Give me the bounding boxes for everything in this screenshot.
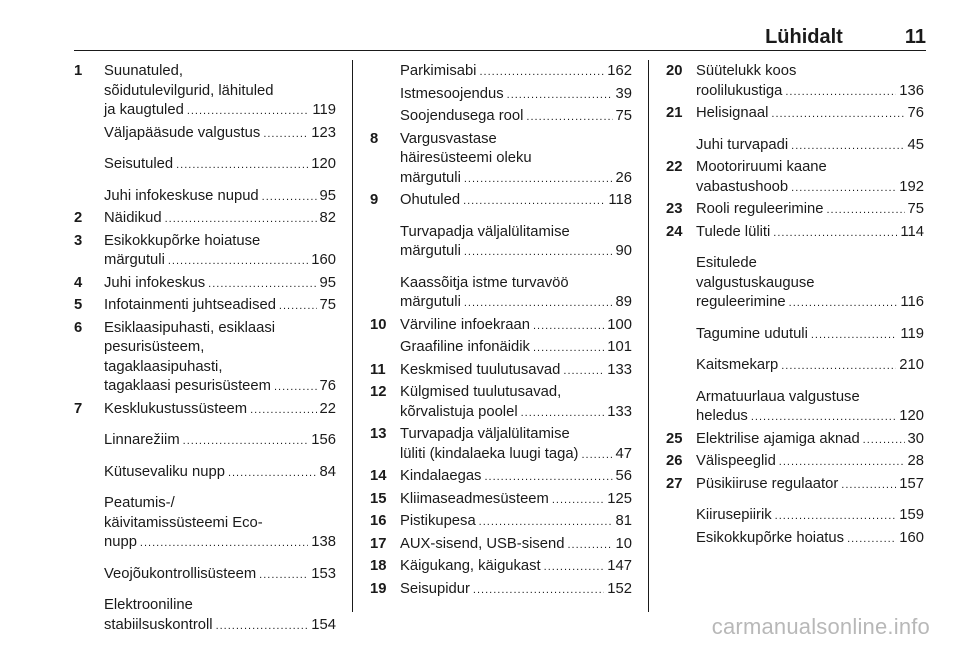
index-entry[interactable] [370,223,632,263]
index-entry[interactable] [370,535,632,556]
page-reference[interactable]: 100 [607,316,632,333]
dot-leader [751,408,896,428]
page-header [765,26,926,49]
entry-last-line [104,124,336,145]
item-number: 1 [74,63,83,79]
index-entry[interactable] [666,388,924,428]
index-entry[interactable] [666,136,924,157]
dot-leader [250,401,316,421]
index-entry[interactable] [74,319,336,398]
entry-text: Seisutuled [104,156,174,172]
entry-text: Ohutuled [400,192,461,208]
page-reference[interactable]: 22 [319,400,336,417]
entry-text: Turvapadja väljalülitamise [400,223,570,240]
entry-last-line [400,512,632,533]
dot-leader [140,534,308,554]
page-reference[interactable]: 136 [899,82,924,99]
entry-text: Kaitsmekarp [696,357,779,373]
entry-text: Graafiline infonäidik [400,339,530,355]
page-reference[interactable]: 84 [319,463,336,480]
index-entry[interactable] [370,130,632,190]
page-reference[interactable]: 95 [319,187,336,204]
entry-text: Esikokkupõrke hoiatus [696,529,845,546]
entry-text: Suunatuled, [104,63,183,79]
entry-text: tagaklaasipuhasti, [104,358,223,375]
page-reference[interactable]: 119 [900,325,924,342]
index-entry[interactable] [74,62,336,122]
index-entry[interactable] [74,400,336,421]
entry-last-line [696,452,924,473]
entry-text: Elektrooniline [104,597,193,613]
page-reference[interactable]: 156 [311,432,336,448]
column-divider [352,60,353,612]
dot-leader [274,378,317,398]
page-reference[interactable]: 120 [311,156,336,172]
page-reference[interactable]: 45 [907,136,924,153]
dot-leader [507,86,613,106]
entry-text: Linnarežiim [104,432,180,448]
page-reference[interactable]: 138 [311,534,336,550]
entry-text: reguleerimine [696,294,786,310]
entry-last-line [400,490,632,511]
item-number: 22 [666,159,683,175]
entry-text: Käigukang, käigukast [400,558,541,574]
item-number: 20 [666,63,683,79]
page-reference[interactable]: 152 [607,580,632,597]
dot-leader [775,507,897,527]
page-reference[interactable]: 157 [899,475,924,492]
entry-text: Tulede lüliti [696,223,771,240]
entry-last-line [104,274,336,295]
dot-leader [464,170,613,190]
dot-leader [464,243,613,263]
entry-last-line [104,533,336,554]
entry-text: Pistikupesa [400,513,476,529]
page-reference[interactable]: 162 [607,63,632,79]
entry-text: Kesklukustussüsteem [104,400,248,417]
entry-text: vabastushoob [696,178,789,195]
entry-last-line [696,293,924,314]
dot-leader [563,362,604,382]
entry-last-line [104,377,336,398]
entry-text: Veojõukontrollisüsteem [104,565,257,582]
entry-text: Kiirusepiirik [696,507,772,523]
entry-last-line [104,400,336,421]
page-reference[interactable]: 75 [319,297,336,313]
page-reference[interactable]: 89 [615,294,632,310]
item-number: 11 [370,361,386,378]
entry-text: häiresüsteemi oleku [400,150,532,166]
page-reference[interactable]: 114 [900,223,924,240]
page-reference[interactable]: 95 [319,274,336,291]
entry-last-line [696,200,924,221]
entry-text: Soojendusega rool [400,108,524,124]
page-reference[interactable]: 81 [615,513,632,529]
entry-text: Tagumine udutuli [696,325,808,342]
dot-leader [263,125,308,145]
index-entry[interactable] [74,209,336,230]
entry-last-line [104,251,336,272]
index-entry[interactable] [370,62,632,83]
entry-text: nupp [104,534,137,550]
entry-text: ja kaugtuled [104,102,184,118]
entry-text: Armatuurlaua valgustuse [696,388,860,405]
index-entry[interactable] [666,104,924,125]
entry-text: Värviline infoekraan [400,316,530,333]
page-reference[interactable]: 101 [607,339,632,355]
index-entry[interactable] [370,191,632,212]
entry-last-line [400,403,632,424]
entry-text: Kindalaegas [400,468,482,484]
entry-last-line [696,407,924,428]
entry-last-line [104,565,336,586]
index-entry[interactable] [666,506,924,527]
entry-text: märgutuli [400,243,461,259]
dot-leader [863,431,905,451]
index-entry[interactable] [74,494,336,554]
dot-leader [176,156,308,176]
dot-leader [841,476,896,496]
entry-last-line [104,431,336,452]
index-entry[interactable] [666,200,924,221]
page-reference[interactable]: 210 [899,357,924,373]
dot-leader [168,252,308,272]
index-entry[interactable] [74,565,336,586]
entry-text: Rooli reguleerimine [696,201,824,217]
entry-last-line [400,338,632,359]
item-number: 6 [74,319,83,336]
item-number: 27 [666,475,683,492]
entry-text: Näidikud [104,210,162,226]
entry-text: Esikokkupõrke hoiatuse [104,232,261,249]
entry-last-line [696,136,924,157]
entry-text: Turvapadja väljalülitamise [400,426,570,442]
page-reference[interactable]: 133 [607,361,632,378]
item-number: 7 [74,400,83,417]
column-divider [648,60,649,612]
dot-leader [789,294,898,314]
entry-text: Süütelukk koos [696,63,797,79]
dot-leader [479,63,604,83]
entry-last-line [696,475,924,496]
item-number: 18 [370,558,387,574]
index-entry[interactable] [74,232,336,272]
item-number: 9 [370,192,379,208]
page-reference[interactable]: 118 [608,192,632,208]
page-reference[interactable]: 75 [907,201,924,217]
dot-leader [544,558,605,578]
dot-leader [187,102,310,122]
entry-text: Istmesoojendus [400,85,504,102]
index-entry[interactable] [74,124,336,145]
index-entry[interactable] [370,557,632,578]
item-number: 21 [666,105,683,121]
item-number: 23 [666,201,683,217]
entry-last-line [696,104,924,125]
item-number: 8 [370,130,379,147]
index-column-1 [74,62,336,647]
page-reference[interactable]: 159 [899,507,924,523]
page-reference[interactable]: 47 [615,445,632,462]
dot-leader [791,137,904,157]
entry-text: Kütusevaliku nupp [104,463,225,480]
entry-last-line [104,187,336,208]
page-reference[interactable]: 147 [607,558,632,574]
dot-leader [165,210,317,230]
page-reference[interactable]: 160 [899,529,924,546]
item-number: 13 [370,426,387,442]
item-number: 4 [74,274,83,291]
entry-last-line [400,293,632,314]
index-entry[interactable] [370,383,632,423]
entry-last-line [400,580,632,601]
index-entry[interactable] [74,431,336,452]
item-number: 19 [370,580,387,597]
dot-leader [526,108,612,128]
index-column-2 [370,62,632,611]
page-reference[interactable]: 90 [615,243,632,259]
item-number: 15 [370,490,387,507]
dot-leader [473,581,604,601]
index-entry[interactable] [666,356,924,377]
dot-leader [791,179,896,199]
entry-text: Juhi infokeskuse nupud [104,187,259,204]
entry-text: Parkimisabi [400,63,477,79]
dot-leader [781,357,896,377]
entry-text: pesurisüsteem, [104,339,205,355]
entry-text: Peatumis-/ [104,495,175,511]
dot-leader [567,536,612,556]
entry-last-line [104,616,336,637]
index-entry[interactable] [666,529,924,550]
page-reference[interactable]: 125 [607,490,632,507]
index-entry[interactable] [74,274,336,295]
dot-leader [183,432,309,452]
index-entry[interactable] [370,274,632,314]
dot-leader [779,453,905,473]
page-reference[interactable]: 82 [319,210,336,226]
item-number: 14 [370,468,387,484]
index-entry[interactable] [666,62,924,102]
entry-text: sõidutulevilgurid, lähituled [104,82,274,99]
entry-text: tagaklaasi pesurisüsteem [104,378,271,394]
page-reference[interactable]: 76 [319,378,336,394]
page-reference[interactable]: 116 [900,294,924,310]
item-number: 26 [666,453,683,469]
entry-text: märgutuli [400,169,461,186]
entry-last-line [104,463,336,484]
entry-text: Juhi infokeskus [104,274,206,291]
dot-leader [773,224,897,244]
entry-last-line [696,178,924,199]
page-reference[interactable]: 56 [615,468,632,484]
page-reference[interactable]: 30 [907,430,924,447]
page-reference[interactable]: 154 [311,616,336,633]
index-entry[interactable] [370,467,632,488]
entry-text: Elektrilise ajamiga aknad [696,430,860,447]
entry-last-line [696,506,924,527]
entry-last-line [104,296,336,317]
dot-leader [208,275,316,295]
dot-leader [463,192,605,212]
entry-text: Helisignaal [696,105,769,121]
entry-last-line [696,430,924,451]
page-reference[interactable]: 26 [615,169,632,186]
dot-leader [464,294,613,314]
index-entry[interactable] [666,430,924,451]
entry-text: Infotainmenti juhtseadised [104,297,276,313]
index-entry[interactable] [370,338,632,359]
index-entry[interactable] [666,325,924,346]
page-reference[interactable]: 160 [311,252,336,268]
item-number: 24 [666,223,683,240]
entry-last-line [400,191,632,212]
dot-leader [811,326,898,346]
entry-text: märgutuli [400,294,461,310]
entry-text: Esiklaasipuhasti, esiklaasi [104,319,276,336]
entry-text: Esitulede [696,255,757,271]
entry-last-line [400,535,632,556]
index-entry[interactable] [74,463,336,484]
page-reference[interactable]: 39 [615,85,632,102]
dot-leader [771,105,904,125]
item-number: 16 [370,513,387,529]
entry-text: Juhi turvapadi [696,136,789,153]
index-entry[interactable] [370,107,632,128]
entry-last-line [104,209,336,230]
entry-text: AUX-sisend, USB-sisend [400,535,565,552]
section-title: Lühidalt [765,26,843,48]
entry-last-line [400,169,632,190]
page-reference[interactable]: 76 [907,105,924,121]
index-entry[interactable] [370,425,632,465]
dot-leader [279,297,317,317]
entry-text: valgustuskauguse [696,274,815,291]
dot-leader [259,566,308,586]
entry-text: Kaassõitja istme turvavöö [400,274,569,291]
entry-text: Püsikiiruse regulaator [696,475,839,492]
index-entry[interactable] [370,316,632,337]
dot-leader [826,201,904,221]
index-entry[interactable] [666,254,924,314]
page-reference[interactable]: 119 [312,102,336,118]
dot-leader [216,617,309,637]
entry-last-line [696,529,924,550]
page-reference[interactable]: 120 [899,408,924,424]
index-entry[interactable] [370,85,632,106]
page-reference[interactable]: 28 [907,453,924,469]
dot-leader [479,513,613,533]
entry-last-line [400,85,632,106]
entry-text: Välispeeglid [696,453,776,469]
index-entry[interactable] [666,452,924,473]
index-entry[interactable] [74,155,336,176]
index-entry[interactable] [370,361,632,382]
entry-last-line [400,361,632,382]
dot-leader [582,446,613,466]
page-reference[interactable]: 133 [607,403,632,420]
entry-last-line [400,107,632,128]
index-entry[interactable] [74,596,336,636]
entry-last-line [696,82,924,103]
page-reference[interactable]: 75 [615,108,632,124]
dot-leader [785,83,896,103]
entry-last-line [400,467,632,488]
dot-leader [484,468,612,488]
entry-last-line [400,242,632,263]
index-entry[interactable] [74,187,336,208]
entry-last-line [104,101,336,122]
entry-text: roolilukustiga [696,82,783,99]
entry-text: Seisupidur [400,580,470,597]
dot-leader [262,188,317,208]
index-entry[interactable] [666,475,924,496]
dot-leader [228,464,317,484]
entry-text: heledus [696,408,748,424]
entry-text: kõrvalistuja poolel [400,403,518,420]
page-reference[interactable]: 123 [311,124,336,141]
entry-last-line [400,445,632,466]
dot-leader [533,339,604,359]
index-entry[interactable] [74,296,336,317]
index-entry[interactable] [370,580,632,601]
entry-text: Väljapääsude valgustus [104,124,261,141]
item-number: 25 [666,430,683,447]
item-number: 10 [370,316,387,333]
page-reference[interactable]: 10 [615,535,632,552]
index-column-3 [666,62,924,560]
entry-last-line [696,223,924,244]
item-number: 5 [74,297,83,313]
header-divider [74,50,926,51]
entry-last-line [400,557,632,578]
entry-text: Mootoriruumi kaane [696,159,827,175]
index-entry[interactable] [666,223,924,244]
entry-last-line [696,356,924,377]
index-entry[interactable] [370,512,632,533]
entry-last-line [696,325,924,346]
item-number: 3 [74,232,83,249]
entry-text: Keskmised tuulutusavad [400,361,561,378]
entry-text: stabiilsuskontroll [104,616,213,633]
dot-leader [521,404,605,424]
entry-text: Külgmised tuulutusavad, [400,384,562,400]
dot-leader [533,317,604,337]
index-entry[interactable] [370,490,632,511]
entry-text: märgutuli [104,252,165,268]
entry-last-line [400,316,632,337]
entry-text: käivitamissüsteemi Eco- [104,514,263,531]
dot-leader [552,491,604,511]
item-number: 2 [74,210,83,226]
entry-last-line [400,62,632,83]
entry-text: Kliimaseadmesüsteem [400,490,549,507]
index-entry[interactable] [666,158,924,198]
entry-text: lüliti (kindalaeka luugi taga) [400,445,579,462]
item-number: 17 [370,535,387,552]
entry-last-line [104,155,336,176]
page-reference[interactable]: 153 [311,565,336,582]
dot-leader [847,530,896,550]
page-number: 11 [904,26,926,48]
watermark: carmanualsonline.info [711,614,930,639]
page-reference[interactable]: 192 [899,178,924,195]
item-number: 12 [370,384,387,400]
entry-text: Vargusvastase [400,130,497,147]
